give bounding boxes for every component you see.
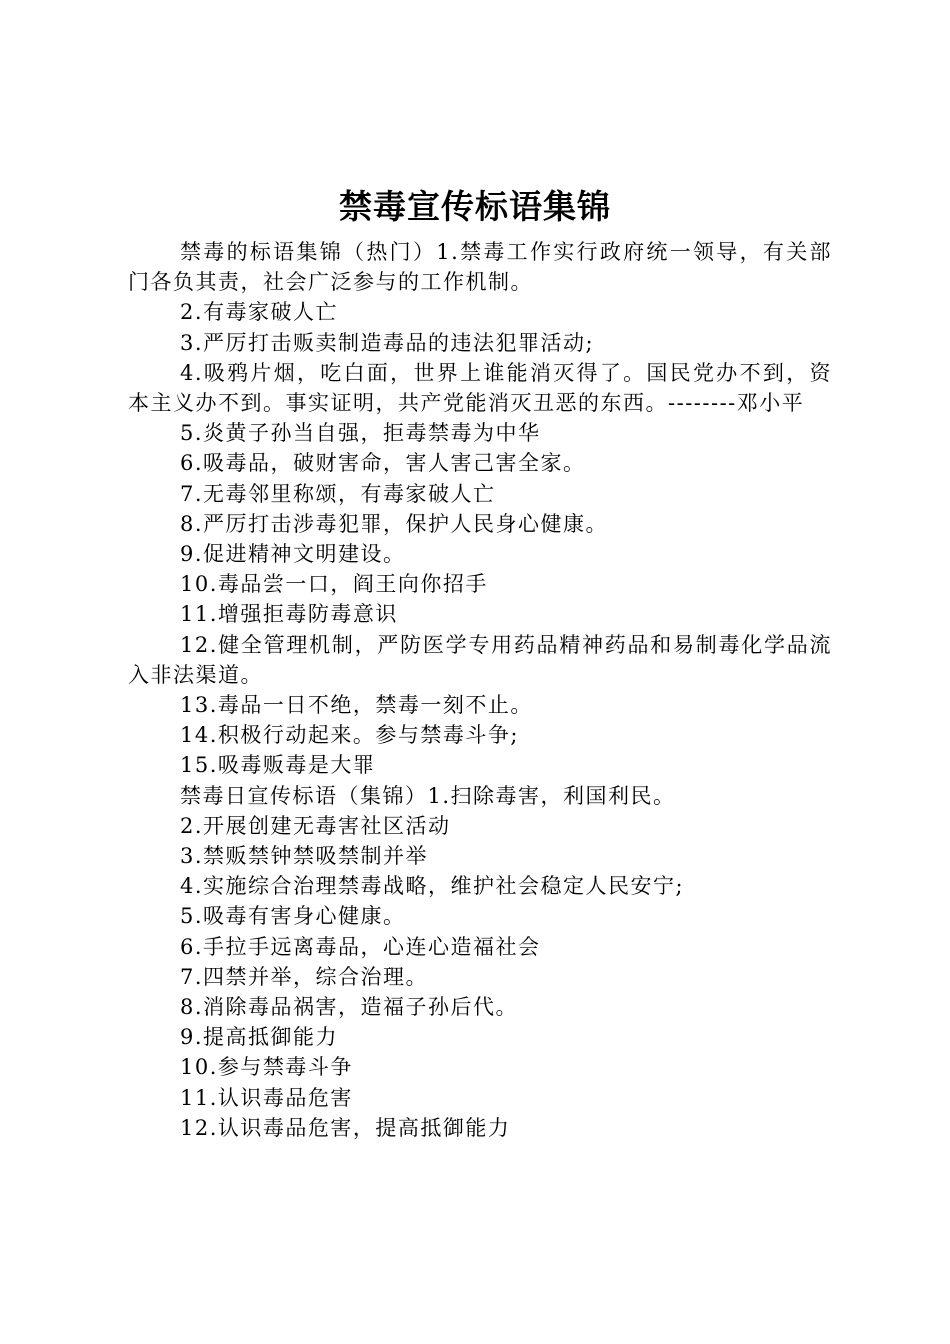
paragraph: 8.严厉打击涉毒犯罪，保护人民身心健康。 xyxy=(180,511,609,536)
paragraph: 禁毒的标语集锦（热门）1.禁毒工作实行政府统一领导，有关部门各负其责，社会广泛参与的工作机制。 xyxy=(128,240,832,295)
paragraph: 14.积极行动起来。参与禁毒斗争; xyxy=(180,723,519,748)
paragraph: 5.炎黄子孙当自强，拒毒禁毒为中华 xyxy=(180,421,541,446)
paragraph: 9.促进精神文明建设。 xyxy=(180,542,406,567)
paragraph: 7.四禁并举，综合治理。 xyxy=(180,964,429,989)
paragraph: 3.严厉打击贩卖制造毒品的违法犯罪活动; xyxy=(180,330,595,355)
paragraph: 3.禁贩禁钟禁吸禁制并举 xyxy=(180,844,429,869)
paragraph: 10.参与禁毒斗争 xyxy=(180,1055,353,1080)
paragraph: 12.健全管理机制，严防医学专用药品精神药品和易制毒化学品流入非法渠道。 xyxy=(128,632,832,687)
paragraph: 8.消除毒品祸害，造福子孙后代。 xyxy=(180,995,519,1020)
paragraph: 禁毒日宣传标语（集锦）1.扫除毒害，利国利民。 xyxy=(180,783,676,808)
paragraph: 10.毒品尝一口，阎王向你招手 xyxy=(180,572,488,597)
paragraph: 11.增强拒毒防毒意识 xyxy=(180,602,398,627)
paragraph: 2.开展创建无毒害社区活动 xyxy=(180,813,451,838)
paragraph: 11.认识毒品危害 xyxy=(180,1085,353,1110)
paragraph: 4.实施综合治理禁毒战略，维护社会稳定人民安宁; xyxy=(180,874,685,899)
paragraph: 12.认识毒品危害，提高抵御能力 xyxy=(180,1115,511,1140)
paragraph: 6.手拉手远离毒品，心连心造福社会 xyxy=(180,934,541,959)
paragraph: 7.无毒邻里称颂，有毒家破人亡 xyxy=(180,481,496,506)
paragraph: 4.吸鸦片烟，吃白面，世界上谁能消灭得了。国民党办不到，资本主义办不到。事实证明，共产党能消灭丑恶的东西。--------邓小平 xyxy=(128,360,832,416)
paragraph: 9.提高抵御能力 xyxy=(180,1025,339,1050)
paragraph: 13.毒品一日不绝，禁毒一刻不止。 xyxy=(180,693,533,718)
paragraph: 2.有毒家破人亡 xyxy=(180,300,339,325)
paragraph: 6.吸毒品，破财害命，害人害己害全家。 xyxy=(180,451,586,476)
paragraph: 15.吸毒贩毒是大罪 xyxy=(180,753,376,778)
document-body xyxy=(128,237,832,1143)
paragraph: 5.吸毒有害身心健康。 xyxy=(180,904,406,929)
document-title: 禁毒宣传标语集锦 xyxy=(339,187,611,226)
